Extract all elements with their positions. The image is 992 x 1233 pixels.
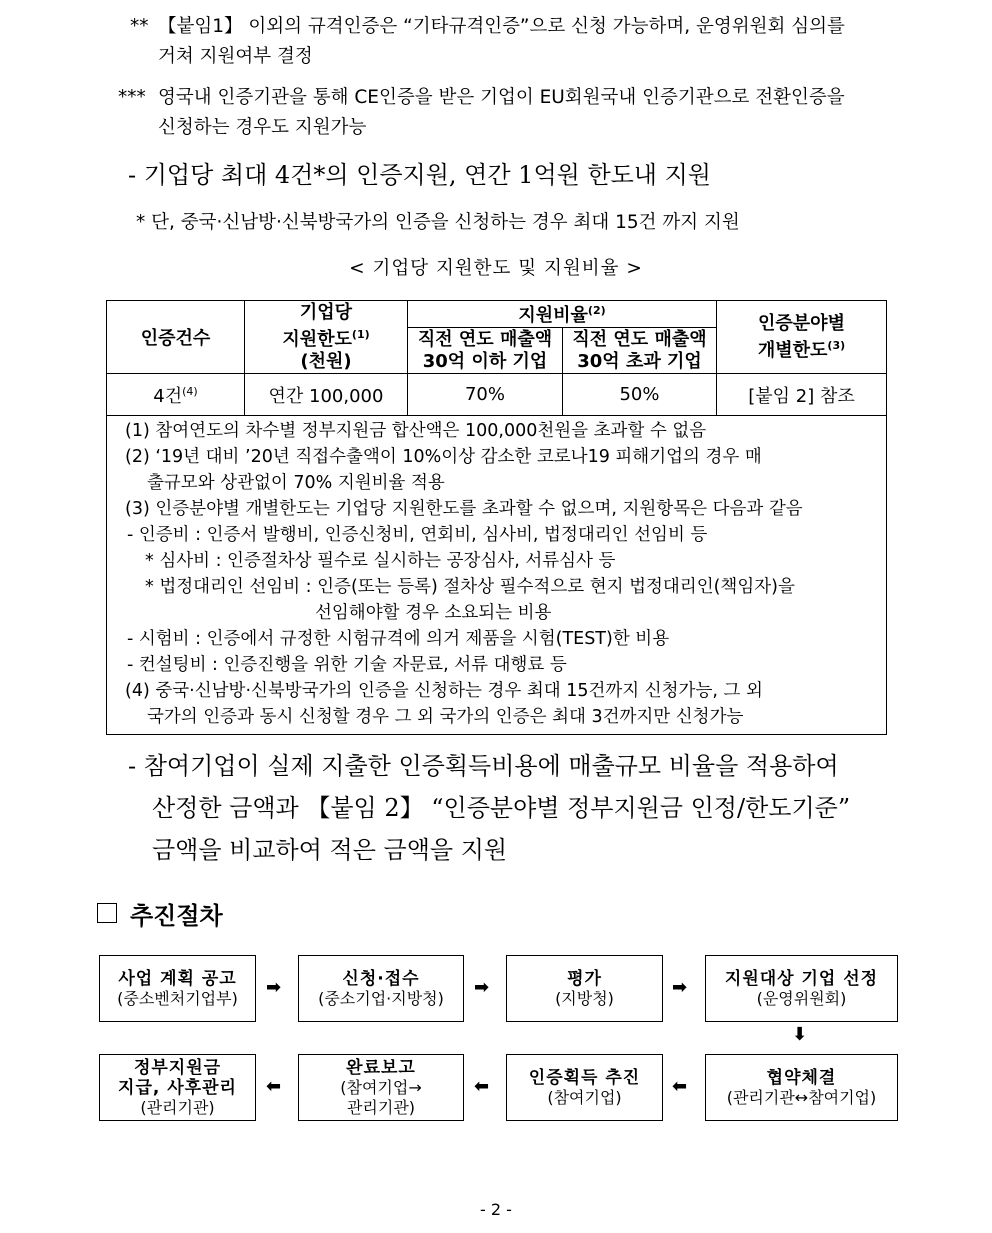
cell-company-limit: 연간 100,000 <box>245 374 408 416</box>
note-1 <box>130 12 149 42</box>
flow-step-announcement: 사업 계획 공고 (중소벤처기업부) <box>99 955 256 1022</box>
note-1-text <box>158 12 898 72</box>
table-note: 출규모와 상관없이 70% 지원비율 적용 <box>147 473 445 493</box>
table-caption: < 기업당 지원한도 및 지원비율 > <box>349 258 643 279</box>
note-2-line-1: 영국내 인증기관을 통해 CE인증을 받은 기업이 EU회원국내 인증기관으로 전환인증을 <box>158 87 845 108</box>
note-1-mark: ** <box>130 16 149 37</box>
note-1-line-1: 【붙임1】 이외의 규격인증은 “기타규격인증”으로 신청 가능하며, 운영위원회 심의를 <box>158 16 845 37</box>
cell-field-limit: [붙임 2] 참조 <box>717 374 887 416</box>
table-note: * 법정대리인 선임비 : 인증(또는 등록) 절차상 필수적으로 현지 법정대리인(책임자)을 <box>145 577 795 597</box>
table-note: (4) 중국·신남방·신북방국가의 인증을 신청하는 경우 최대 15건까지 신청가능, 그 외 <box>125 681 763 701</box>
table-note: 국가의 인증과 동시 신청할 경우 그 외 국가의 인증은 최대 3건까지만 신청가능 <box>147 707 744 727</box>
footnote-15-cases: * 단, 중국·신남방·신북방국가의 인증을 신청하는 경우 최대 15건 까지 지원 <box>136 212 740 233</box>
table-note: 선임해야할 경우 소요되는 비용 <box>315 603 552 623</box>
support-limit-table <box>106 300 887 735</box>
note-1-line-2: 거쳐 지원여부 결정 <box>158 46 313 67</box>
section-title: 추진절차 <box>130 902 223 930</box>
flow-step-application: 신청·접수 (중소기업·지방청) <box>298 955 464 1022</box>
table-note: * 심사비 : 인증절차상 필수로 실시하는 공장심사, 서류심사 등 <box>145 551 616 571</box>
flow-step-agreement: 협약체결 (관리기관↔참여기업) <box>705 1054 898 1121</box>
flow-step-completion-report: 완료보고 (참여기업→ 관리기관) <box>298 1054 464 1121</box>
section-square-icon <box>97 903 117 923</box>
cell-cert-count: 4건$^{(4)}$ <box>107 374 245 416</box>
arrow-down-icon: ⬇ <box>792 1024 808 1045</box>
bullet-2-line-1: - 참여기업이 실제 지출한 인증획득비용에 매출규모 비율을 적용하여 <box>128 752 839 780</box>
note-2-text <box>158 83 898 143</box>
header-company-limit: 기업당 지원한도$^{(1)}$ (천원) <box>245 301 408 374</box>
arrow-right-icon: ➡ <box>266 977 282 998</box>
bullet-amount-calculation <box>128 745 908 871</box>
header-ratio-over-3b: 직전 연도 매출액 30억 초과 기업 <box>563 328 717 374</box>
header-cert-count: 인증건수 <box>107 301 245 374</box>
flow-step-selection: 지원대상 기업 선정 (운영위원회) <box>705 955 898 1022</box>
bullet-2-line-2: 산정한 금액과 【붙임 2】 “인증분야별 정부지원금 인정/한도기준” <box>152 794 851 822</box>
note-2-mark-wrap <box>118 83 146 113</box>
arrow-right-icon: ➡ <box>672 977 688 998</box>
bullet-support-limit: - 기업당 최대 4건*의 인증지원, 연간 1억원 한도내 지원 <box>128 161 711 189</box>
arrow-left-icon: ⬅ <box>672 1076 688 1097</box>
table-note: - 인증비 : 인증서 발행비, 인증신청비, 연회비, 심사비, 법정대리인 선임비 등 <box>127 525 708 545</box>
flow-step-certification: 인증획득 추진 (참여기업) <box>506 1054 663 1121</box>
table-note: (1) 참여연도의 차수별 정부지원금 합산액은 100,000천원을 초과할 수 없음 <box>125 421 707 441</box>
note-2-mark: *** <box>118 87 146 108</box>
header-ratio-under-3b: 직전 연도 매출액 30억 이하 기업 <box>408 328 563 374</box>
arrow-left-icon: ⬅ <box>474 1076 490 1097</box>
header-field-limit: 인증분야별 개별한도$^{(3)}$ <box>717 301 887 374</box>
table-note: (2) ‘19년 대비 ’20년 직접수출액이 10%이상 감소한 코로나19 피해기업의 경우 매 <box>125 447 762 467</box>
table-note: - 시험비 : 인증에서 규정한 시험규격에 의거 제품을 시험(TEST)한 비용 <box>127 629 670 649</box>
note-2-line-2: 신청하는 경우도 지원가능 <box>158 117 367 138</box>
cell-ratio-under-3b: 70% <box>408 374 563 416</box>
bullet-2-line-3: 금액을 비교하여 적은 금액을 지원 <box>152 836 508 864</box>
table-note: (3) 인증분야별 개별한도는 기업당 지원한도를 초과할 수 없으며, 지원항목은 다음과 같음 <box>125 499 803 519</box>
header-support-ratio: 지원비율$^{(2)}$ <box>408 301 717 328</box>
flow-step-payment: 정부지원금 지급, 사후관리 (관리기관) <box>99 1054 256 1121</box>
arrow-left-icon: ⬅ <box>266 1076 282 1097</box>
page-number: - 2 - <box>480 1200 512 1219</box>
arrow-right-icon: ➡ <box>474 977 490 998</box>
flow-step-evaluation: 평가 (지방청) <box>506 955 663 1022</box>
table-note: - 컨설팅비 : 인증진행을 위한 기술 자문료, 서류 대행료 등 <box>127 655 567 675</box>
table-notes <box>107 416 887 735</box>
cell-ratio-over-3b: 50% <box>563 374 717 416</box>
